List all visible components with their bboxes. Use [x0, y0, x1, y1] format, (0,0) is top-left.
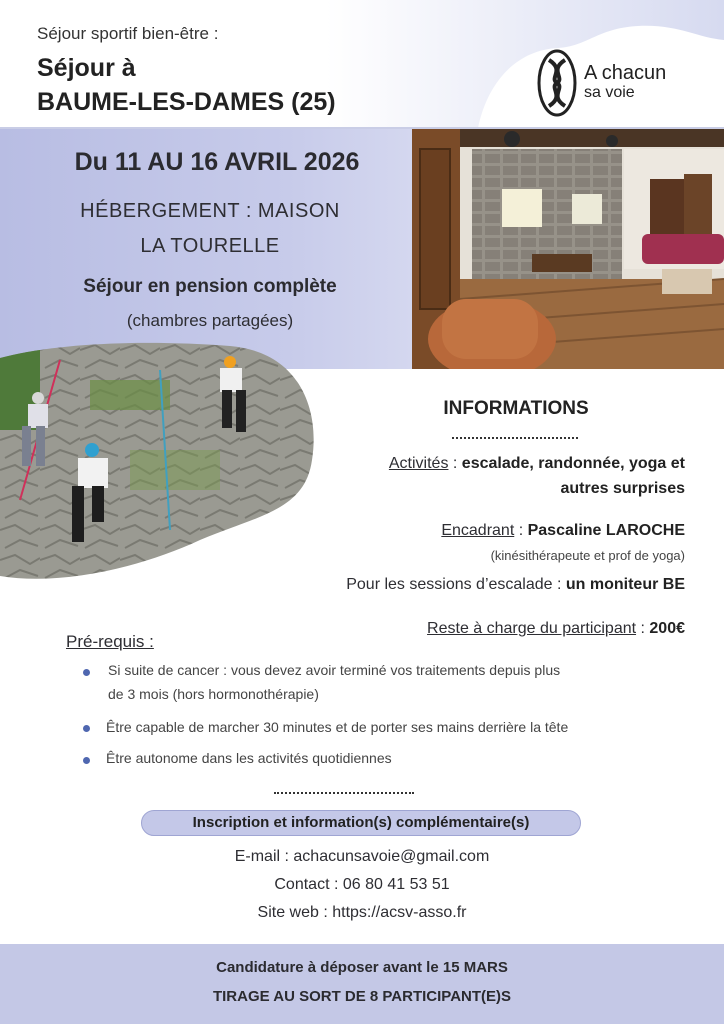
prerequis-item-3: Être autonome dans les activités quotidiennes: [106, 750, 392, 766]
title-line-2: BAUME-LES-DAMES (25): [37, 88, 336, 116]
activites-separator: :: [448, 455, 462, 472]
logo-text-line-2: sa voie: [584, 84, 635, 101]
activites-line: [389, 455, 685, 473]
inscription-divider: [274, 792, 414, 794]
bullet-icon: [83, 725, 90, 732]
bullet-icon: [83, 757, 90, 764]
dates-heading: Du 11 AU 16 AVRIL 2026: [74, 148, 360, 176]
hebergement-line-1: HÉBERGEMENT : MAISON: [80, 200, 340, 222]
reste-line: [427, 620, 685, 638]
activites-label: Activités: [388, 455, 449, 472]
climbing-photo: [0, 340, 320, 580]
reste-separator: :: [636, 620, 650, 637]
escalade-line: [346, 576, 685, 594]
reste-value: 200€: [649, 620, 685, 637]
site-label: Site web :: [257, 904, 333, 921]
footer-band: [0, 944, 724, 1024]
prerequis-item-1-cont: de 3 mois (hors hormonothérapie): [108, 686, 319, 702]
activites-line-2: [560, 480, 685, 498]
pension-text: Séjour en pension complète: [83, 276, 337, 297]
subtitle: Séjour sportif bien-être :: [37, 24, 219, 43]
prerequis-item-1: Si suite de cancer : vous devez avoir terminé vos traitements depuis plus: [108, 662, 561, 678]
activites-value-2: autres surprises: [560, 480, 685, 497]
chambres-text: (chambres partagées): [126, 311, 294, 330]
hebergement-line-2: LA TOURELLE: [140, 235, 280, 257]
encadrant-label: Encadrant: [441, 522, 515, 539]
escalade-value: un moniteur BE: [565, 576, 685, 593]
footer-line-2: TIRAGE AU SORT DE 8 PARTICIPANT(E)S: [212, 988, 512, 1005]
email-line: E-mail : achacunsavoie@gmail.com: [234, 848, 490, 865]
title-line-1: Séjour à: [37, 54, 136, 82]
logo-knot-icon: [535, 48, 579, 118]
informations-heading: INFORMATIONS: [443, 398, 589, 419]
encadrant-line: [441, 522, 685, 540]
informations-divider: [452, 437, 578, 439]
escalade-label: Pour les sessions d’escalade :: [346, 576, 566, 593]
reste-label: Reste à charge du participant: [427, 620, 637, 637]
site-link[interactable]: https://acsv-asso.fr: [332, 904, 467, 921]
interior-photo: [412, 129, 724, 369]
encadrant-separator: :: [514, 522, 528, 539]
prerequis-heading: Pré-requis :: [66, 632, 154, 651]
prerequis-item-2: Être capable de marcher 30 minutes et de porter ses mains derrière la tête: [106, 719, 569, 735]
inscription-heading: Inscription et information(s) complémentaire(s): [141, 810, 581, 836]
contact-line: Contact : 06 80 41 53 51: [274, 876, 450, 893]
encadrant-detail: (kinésithérapeute et prof de yoga): [490, 548, 685, 563]
footer-line-1: Candidature à déposer avant le 15 MARS: [216, 959, 508, 976]
bullet-icon: [83, 669, 90, 676]
logo-text-line-1: A chacun: [584, 62, 667, 84]
site-line: [0, 904, 724, 922]
encadrant-value: Pascaline LAROCHE: [527, 522, 685, 539]
activites-value-1: escalade, randonnée, yoga et: [461, 455, 685, 472]
